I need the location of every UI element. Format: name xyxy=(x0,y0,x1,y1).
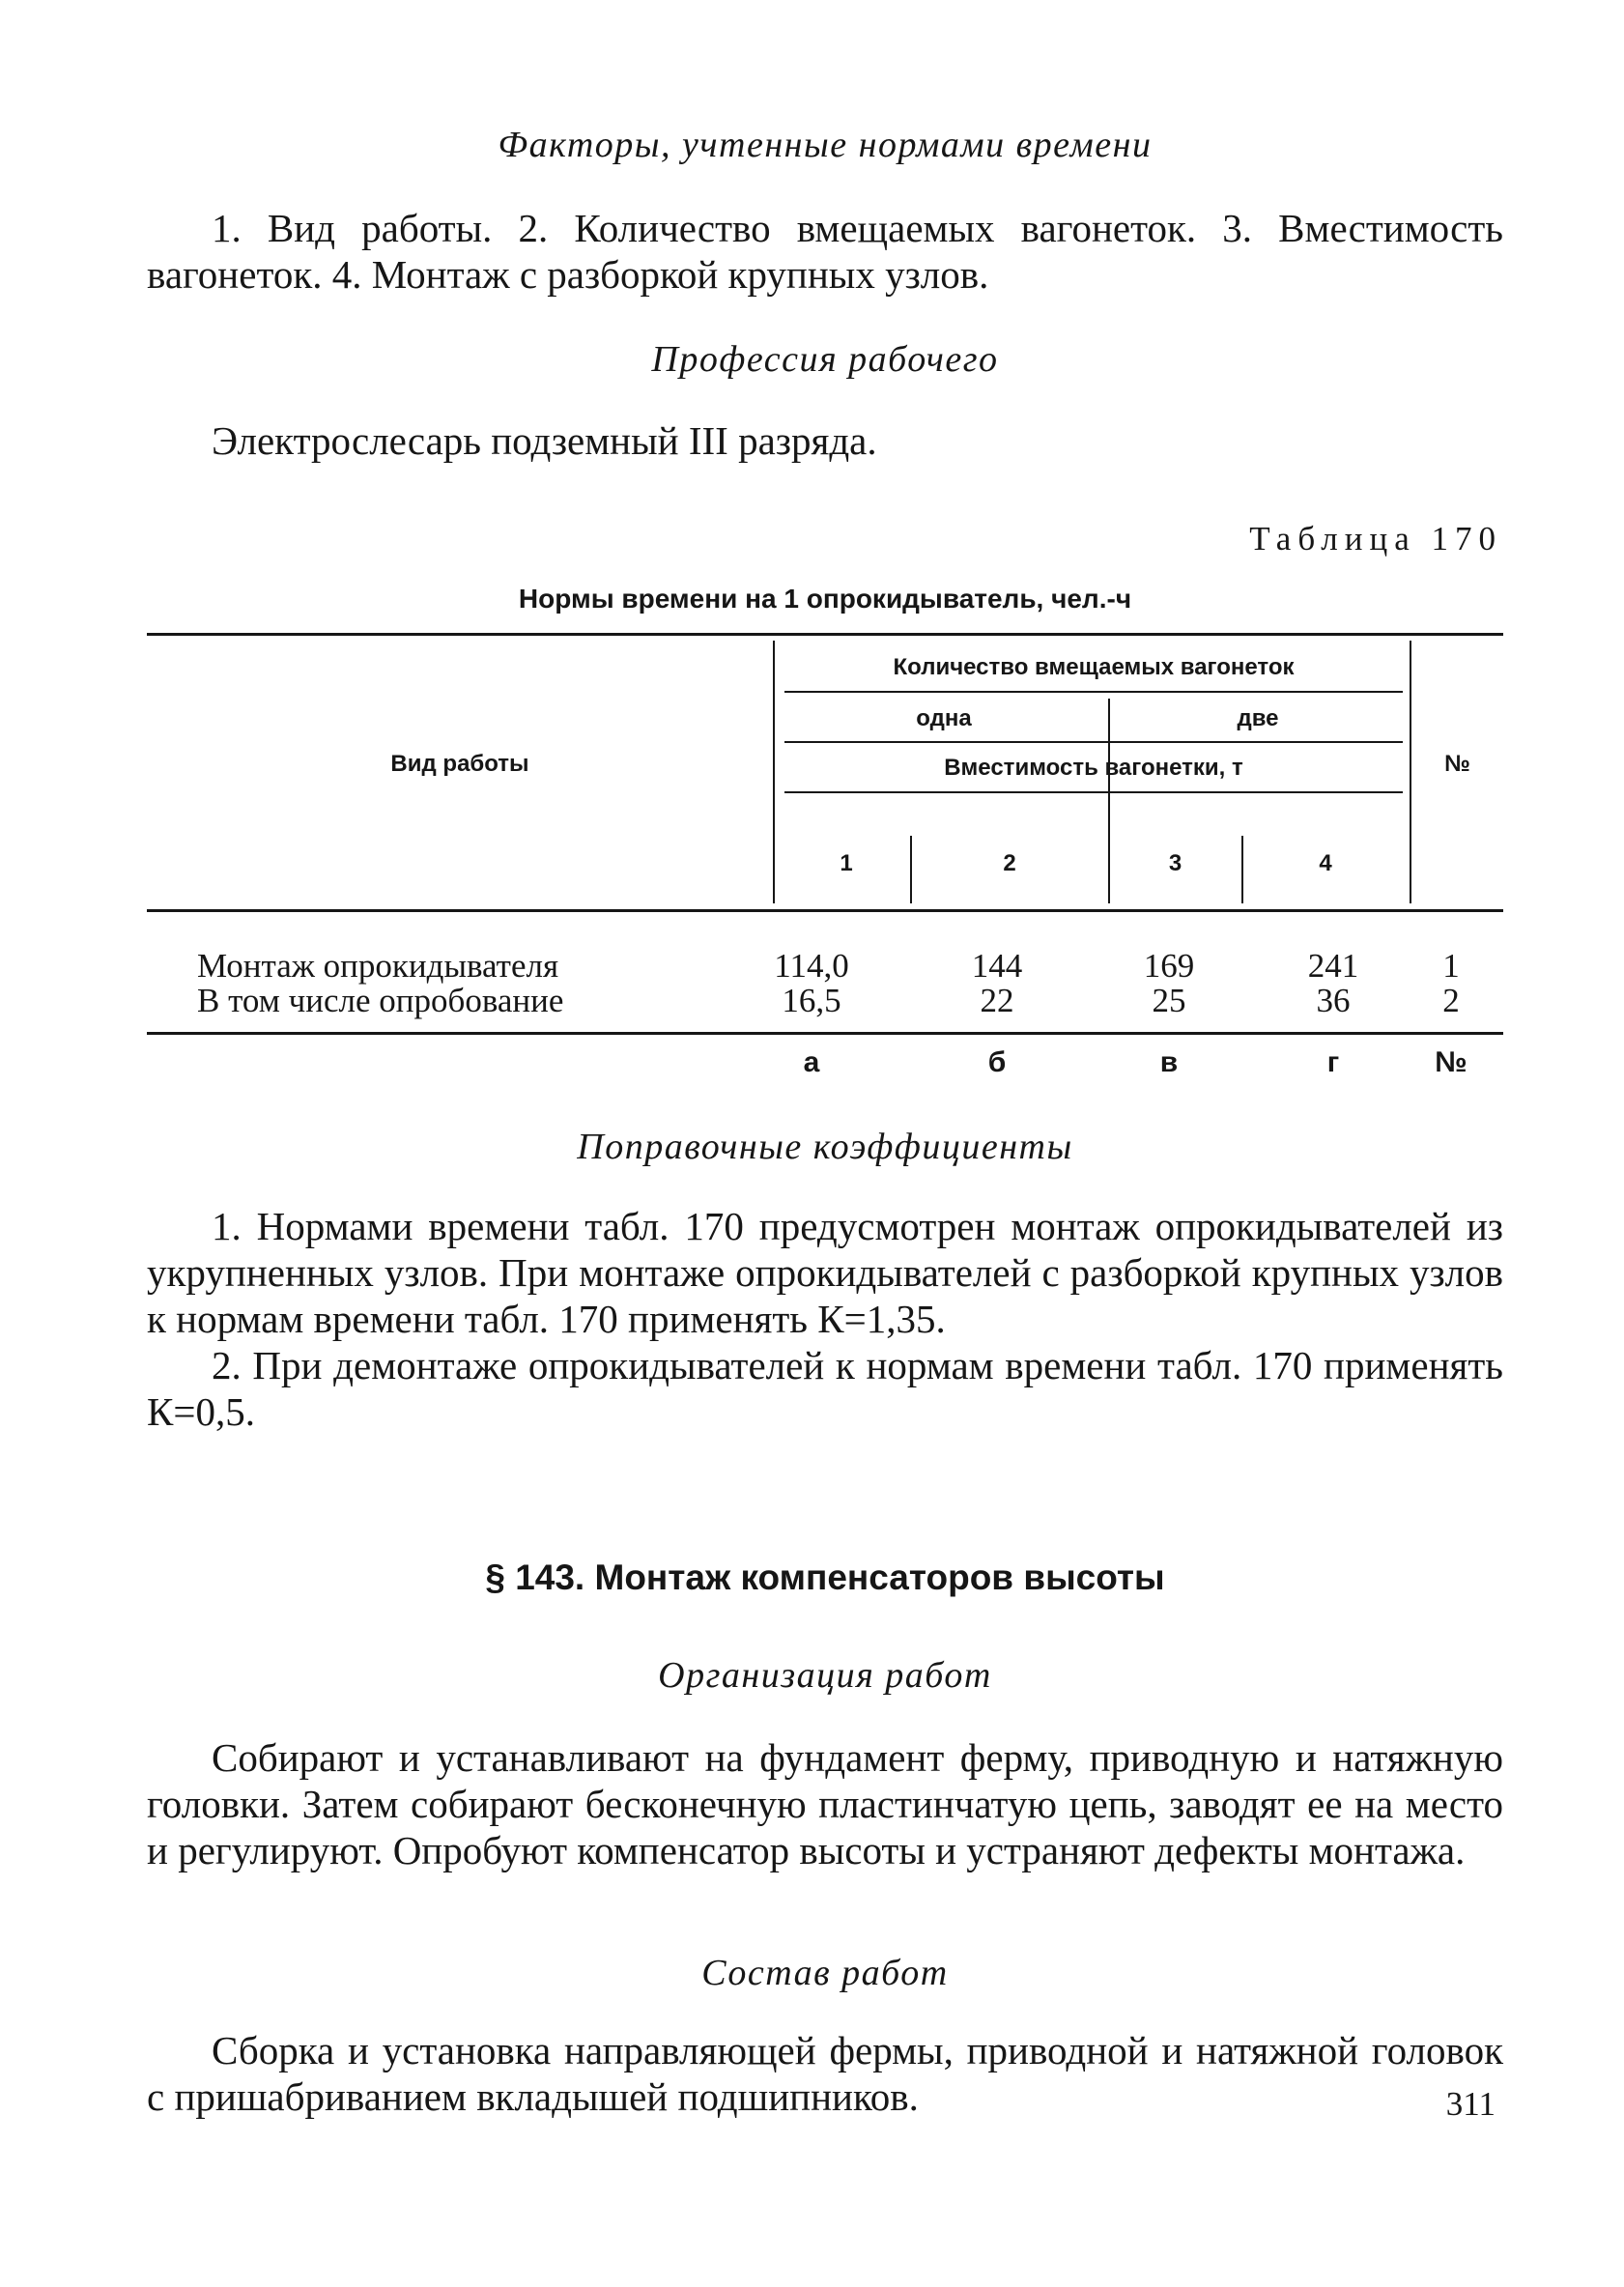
header-no: № xyxy=(1444,751,1470,777)
footer-letter-v: в xyxy=(1159,1046,1179,1078)
cell-g: 241 xyxy=(1307,947,1359,985)
cell-b: 22 xyxy=(980,982,1014,1019)
organization-block xyxy=(147,1734,1503,1873)
section-title: § 143. Монтаж компенсаторов высоты xyxy=(485,1558,1165,1597)
header-two: две xyxy=(1237,705,1279,731)
profession-heading: Профессия рабочего xyxy=(651,339,999,380)
composition-text: Сборка и установка направляющей фермы, приводной и натяжной головок с пришабриванием вкладышей подшипников. xyxy=(147,2028,1503,2119)
table-row xyxy=(147,982,1503,1020)
correction-2: 2. При демонтаже опрокидывателей к нормам времени табл. 170 применять К=0,5. xyxy=(147,1343,1503,1434)
factors-block xyxy=(147,205,1503,298)
row-name: В том числе опробование xyxy=(197,982,564,1019)
cell-a: 114,0 xyxy=(774,947,849,985)
table-vline xyxy=(773,641,775,903)
header-cap-1: 1 xyxy=(840,850,853,876)
header-wagon-count: Количество вмещаемых вагонеток xyxy=(893,654,1295,680)
profession-block xyxy=(147,417,1503,464)
table-label: Таблица 170 xyxy=(1249,520,1502,557)
cell-b: 144 xyxy=(971,947,1023,985)
norms-table xyxy=(147,633,1503,1078)
cell-v: 25 xyxy=(1152,982,1186,1019)
header-work-type: Вид работы xyxy=(390,751,529,777)
organization-text: Собирают и устанавливают на фундамент ферму, приводную и натяжную головки. Затем собирают бесконечную пластинчатую цепь, заводят ее на место и регулируют. Опробуют компенсатор высоты и устраняют дефекты монтажа. xyxy=(147,1735,1503,1872)
corrections-heading: Поправочные коэффициенты xyxy=(577,1127,1073,1167)
cell-v: 169 xyxy=(1143,947,1195,985)
table-body-border xyxy=(147,1032,1503,1035)
table-row xyxy=(147,947,1503,986)
factors-text: 1. Вид работы. 2. Количество вмещаемых вагонеток. 3. Вместимость вагонеток. 4. Монтаж с разборкой крупных узлов. xyxy=(147,206,1503,297)
header-cap-4: 4 xyxy=(1319,850,1332,876)
cell-no: 1 xyxy=(1442,947,1460,985)
table-hrule xyxy=(784,791,1403,793)
corrections-block xyxy=(147,1203,1503,1435)
footer-letter-g: г xyxy=(1326,1046,1340,1078)
row-name: Монтаж опрокидывателя xyxy=(197,947,559,985)
profession-text: Электрослесарь подземный III разряда. xyxy=(212,418,877,463)
header-cap-2: 2 xyxy=(1003,850,1016,876)
header-one: одна xyxy=(916,705,972,731)
page-number: 311 xyxy=(1445,2085,1496,2123)
composition-heading: Состав работ xyxy=(701,1953,949,1993)
table-hrule xyxy=(784,741,1403,743)
table-hrule xyxy=(784,691,1403,693)
header-cap-3: 3 xyxy=(1168,850,1182,876)
cell-g: 36 xyxy=(1316,982,1351,1019)
cell-no: 2 xyxy=(1442,982,1460,1019)
table-title: Нормы времени на 1 опрокидыватель, чел.-ч xyxy=(518,584,1132,614)
organization-heading: Организация работ xyxy=(658,1655,992,1696)
correction-1: 1. Нормами времени табл. 170 предусмотрен монтаж опрокидывателей из укрупненных узлов. При монтаже опрокидывателей с разборкой крупных узлов к нормам времени табл. 170 применять К=1,35. xyxy=(147,1204,1503,1341)
table-header-border xyxy=(147,909,1503,912)
header-capacity: Вместимость вагонетки, т xyxy=(944,755,1243,781)
cell-a: 16,5 xyxy=(782,982,841,1019)
footer-letter-b: б xyxy=(987,1046,1007,1078)
footer-letter-a: а xyxy=(803,1046,820,1078)
composition-block xyxy=(147,2027,1503,2120)
footer-letter-no: № xyxy=(1435,1046,1467,1078)
factors-heading: Факторы, учтенные нормами времени xyxy=(498,125,1153,165)
table-top-border xyxy=(147,633,1503,636)
